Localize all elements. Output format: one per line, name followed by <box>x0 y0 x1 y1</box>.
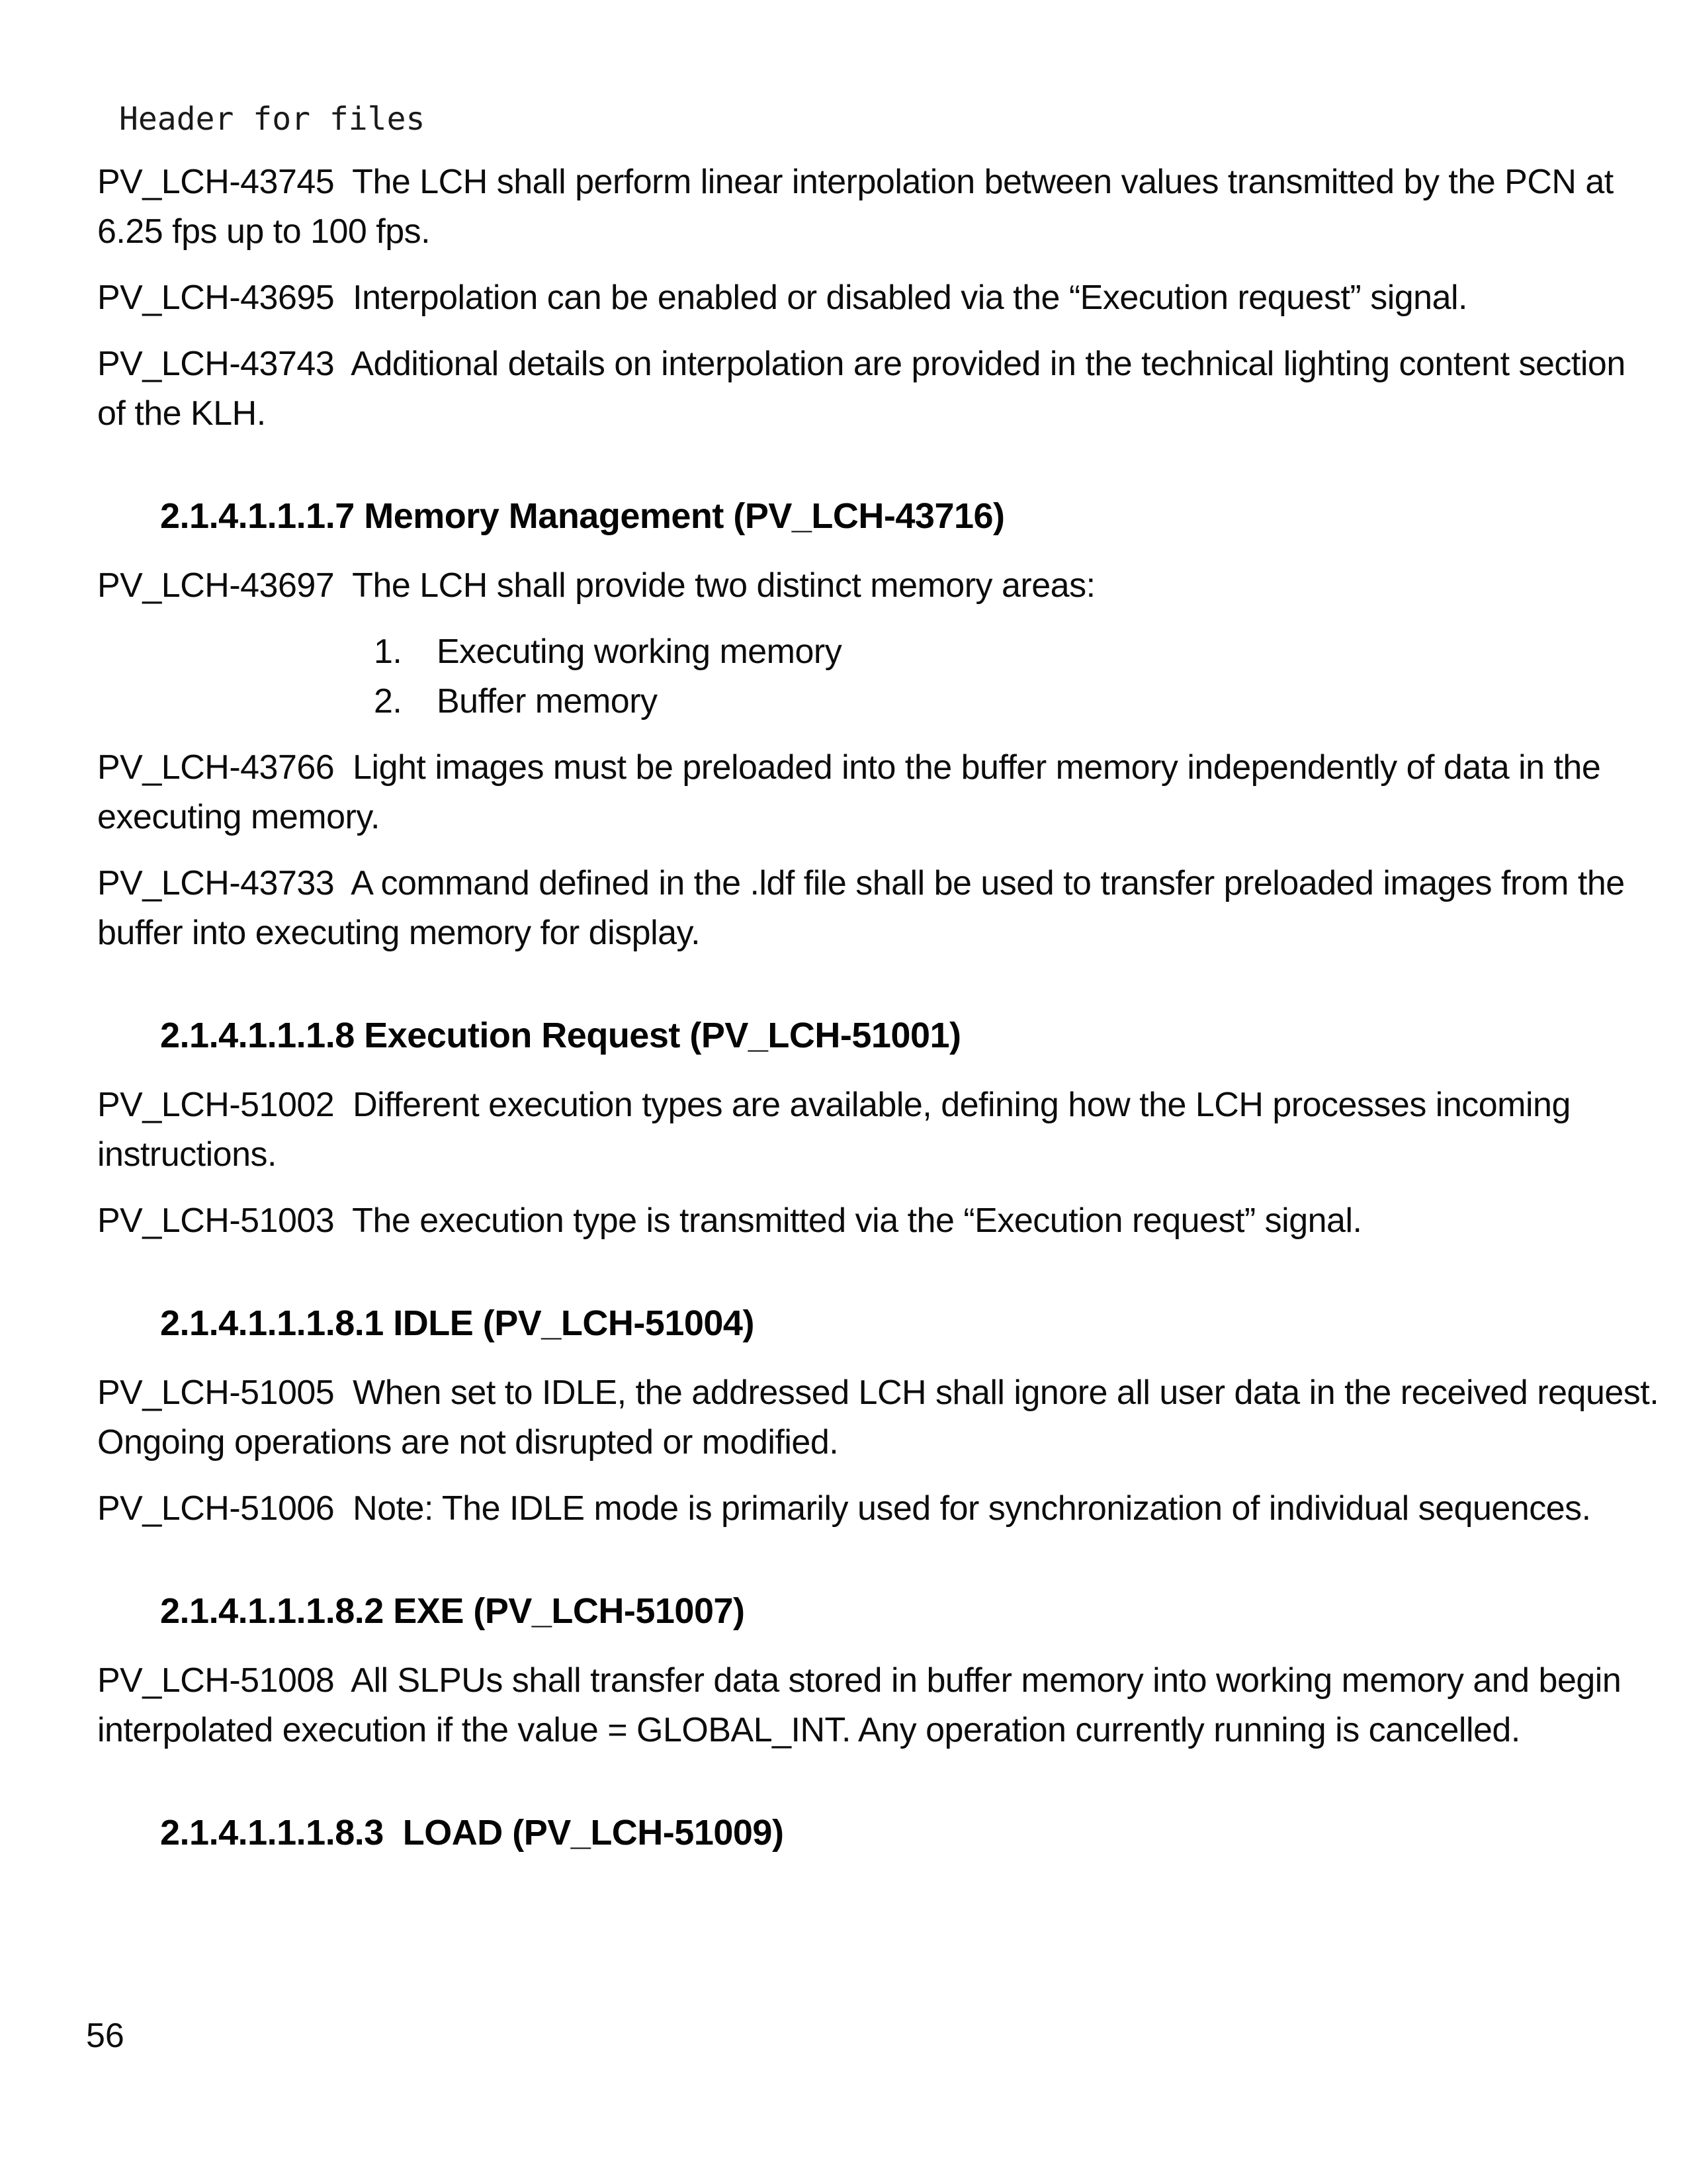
section-heading-execution-request: 2.1.4.1.1.1.8 Execution Request (PV_LCH-51001) <box>160 1016 961 1055</box>
requirement-paragraph-51008 <box>97 1656 1622 1755</box>
paragraph-line: PV_LCH-51006 Note: The IDLE mode is primarily used for synchronization of individual sequences. <box>97 1489 1591 1528</box>
paragraph-line: PV_LCH-51003 The execution type is transmitted via the “Execution request” signal. <box>97 1201 1362 1240</box>
paragraph-line: Ongoing operations are not disrupted or modified. <box>97 1423 839 1462</box>
section-heading-exe: 2.1.4.1.1.1.8.2 EXE (PV_LCH-51007) <box>160 1591 745 1631</box>
paragraph-line: executing memory. <box>97 798 380 836</box>
paragraph-line: PV_LCH-51002 Different execution types are available, defining how the LCH processes incoming <box>97 1086 1571 1124</box>
requirement-paragraph-43766 <box>97 743 1601 842</box>
paragraph-line: PV_LCH-51008 All SLPUs shall transfer data stored in buffer memory into working memory and begin <box>97 1661 1622 1700</box>
paragraph-line: PV_LCH-43733 A command defined in the .ldf file shall be used to transfer preloaded images from the <box>97 864 1625 902</box>
paragraph-line: buffer into executing memory for display. <box>97 914 701 952</box>
section-heading-memory-management: 2.1.4.1.1.1.7 Memory Management (PV_LCH-43716) <box>160 496 1005 536</box>
ordered-list <box>97 627 1592 726</box>
requirement-paragraph-51003 <box>97 1196 1592 1246</box>
requirement-paragraph-51002 <box>97 1080 1592 1180</box>
requirement-paragraph-51005 <box>97 1368 1659 1467</box>
paragraph-line: PV_LCH-51005 When set to IDLE, the addressed LCH shall ignore all user data in the received request. <box>97 1374 1659 1412</box>
page-header: Header for files <box>119 101 425 138</box>
list-item-number: 1. <box>374 633 402 671</box>
requirement-paragraph-51006 <box>97 1484 1592 1534</box>
section-heading-load: 2.1.4.1.1.1.8.3 LOAD (PV_LCH-51009) <box>160 1813 784 1853</box>
page-number: 56 <box>86 2017 124 2055</box>
paragraph-line: PV_LCH-43697 The LCH shall provide two distinct memory areas: <box>97 566 1096 605</box>
requirement-paragraph-43733 <box>97 859 1625 958</box>
list-item-text: Buffer memory <box>437 682 658 721</box>
requirement-paragraph-43695 <box>97 273 1592 323</box>
paragraph-line: PV_LCH-43745 The LCH shall perform linear interpolation between values transmitted by the PCN at <box>97 163 1614 201</box>
paragraph-line: 6.25 fps up to 100 fps. <box>97 212 431 251</box>
paragraph-line: PV_LCH-43743 Additional details on interpolation are provided in the technical lighting content section <box>97 345 1625 383</box>
document-body <box>97 157 1659 1878</box>
list-item-number: 2. <box>374 682 402 721</box>
requirement-paragraph-43697 <box>97 561 1592 611</box>
paragraph-line: instructions. <box>97 1135 277 1174</box>
requirement-paragraph-43743 <box>97 339 1625 439</box>
list-item-text: Executing working memory <box>437 633 842 671</box>
paragraph-line: PV_LCH-43766 Light images must be preloaded into the buffer memory independently of data in the <box>97 748 1601 787</box>
paragraph-line: interpolated execution if the value = GLOBAL_INT. Any operation currently running is cancelled. <box>97 1711 1520 1749</box>
section-heading-idle: 2.1.4.1.1.1.8.1 IDLE (PV_LCH-51004) <box>160 1303 754 1343</box>
list-item <box>374 627 1592 677</box>
requirement-paragraph-43745 <box>97 157 1614 257</box>
list-item <box>374 677 1592 726</box>
paragraph-line: of the KLH. <box>97 394 266 433</box>
paragraph-line: PV_LCH-43695 Interpolation can be enabled or disabled via the “Execution request” signal. <box>97 279 1468 317</box>
